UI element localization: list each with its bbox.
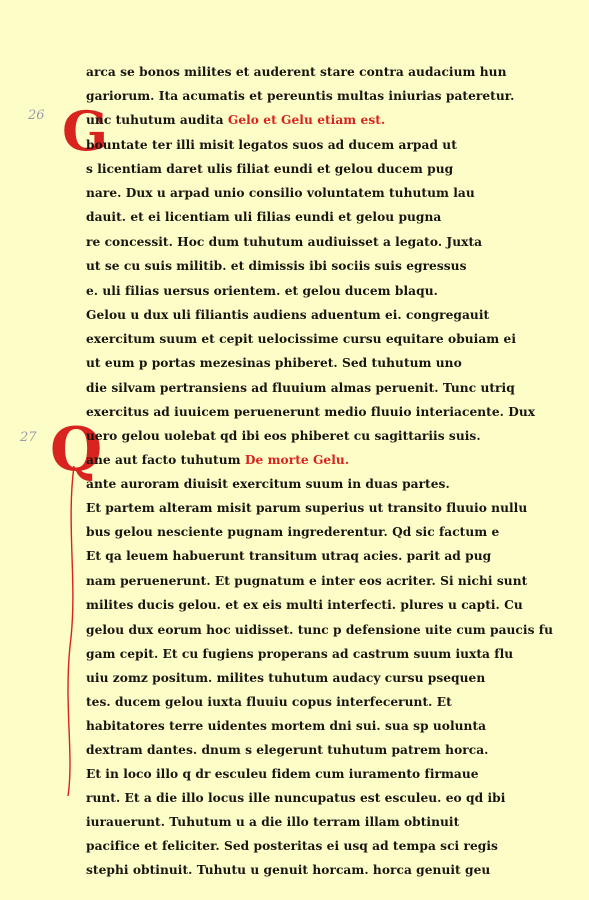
line-text: Gelou u dux uli filiantis audiens aduentum ei. congregauit	[86, 308, 490, 322]
line-text: Et in loco illo q dr esculeu fidem cum iuramento firmaue	[86, 767, 479, 781]
manuscript-line	[86, 88, 566, 104]
manuscript-line	[86, 161, 566, 177]
line-text: bountate ter illi misit legatos suos ad ducem arpad ut	[86, 138, 457, 152]
line-text: s licentiam daret ulis filiat eundi et gelou ducem pug	[86, 162, 454, 176]
line-text: milites ducis gelou. et ex eis multi interfecti. plures u capti. Cu	[86, 598, 523, 612]
manuscript-line	[86, 718, 566, 734]
initial-g: G	[62, 99, 109, 163]
margin-number-27: 27	[20, 430, 37, 445]
line-text: arca se bonos milites et auderent stare contra audacium hun	[86, 65, 507, 79]
line-text: Et qa leuem habuerunt transitum utraq acies. parit ad pug	[86, 549, 492, 563]
manuscript-line	[86, 814, 566, 830]
manuscript-line	[86, 838, 566, 854]
line-text: exercitus ad iuuicem peruenerunt medio fluuio interiacente. Dux	[86, 405, 536, 419]
line-text: nare. Dux u arpad unio consilio voluntatem tuhutum lau	[86, 186, 475, 200]
line-text: pacifice et feliciter. Sed posteritas ei usq ad tempa sci regis	[86, 839, 498, 853]
line-text: unc tuhutum audita	[86, 113, 228, 127]
rubric-text: Gelo et Gelu etiam est.	[227, 113, 386, 127]
line-text: uiu zomz positum. milites tuhutum audacy cursu psequen	[86, 671, 486, 685]
manuscript-line	[86, 742, 566, 758]
manuscript-line	[86, 428, 566, 444]
manuscript-line	[86, 258, 566, 274]
rubric-text: De morte Gelu.	[244, 453, 350, 467]
manuscript-line	[86, 694, 566, 710]
line-text: re concessit. Hoc dum tuhutum audiuisset a legato. Juxta	[86, 235, 483, 249]
line-text: ut eum p portas mezesinas phiberet. Sed tuhutum uno	[86, 356, 462, 370]
manuscript-line	[86, 64, 566, 80]
manuscript-line	[86, 283, 566, 299]
line-text: tes. ducem gelou iuxta fluuiu copus interfecerunt. Et	[86, 695, 452, 709]
manuscript-line	[86, 862, 566, 878]
line-text: dextram dantes. dnum s elegerunt tuhutum patrem horca.	[86, 743, 489, 757]
manuscript-line	[86, 766, 566, 782]
margin-number-26: 26	[28, 108, 45, 123]
manuscript-line	[86, 112, 566, 128]
manuscript-line	[86, 185, 566, 201]
manuscript-line	[86, 209, 566, 225]
line-text: dauit. et ei licentiam uli filias eundi et gelou pugna	[86, 210, 442, 224]
manuscript-line	[86, 331, 566, 347]
manuscript-line	[86, 307, 566, 323]
line-text: uero gelou uolebat qd ibi eos phiberet cu sagittariis suis.	[86, 429, 481, 443]
manuscript-line	[86, 500, 566, 516]
line-text: gariorum. Ita acumatis et pereuntis multas iniurias pateretur.	[86, 89, 515, 103]
line-text: ane aut facto tuhutum	[86, 453, 245, 467]
manuscript-line	[86, 234, 566, 250]
line-text: gelou dux eorum hoc uidisset. tunc p defensione uite cum paucis fu	[86, 623, 553, 637]
manuscript-line	[86, 790, 566, 806]
manuscript-line	[86, 573, 566, 589]
manuscript-line	[86, 646, 566, 662]
line-text: die silvam pertransiens ad fluuium almas peruenit. Tunc utriq	[86, 381, 515, 395]
line-text: iurauerunt. Tuhutum u a die illo terram illam obtinuit	[86, 815, 460, 829]
manuscript-line	[86, 524, 566, 540]
line-text: runt. Et a die illo locus ille nuncupatus est esculeu. eo qd ibi	[86, 791, 506, 805]
manuscript-line	[86, 452, 566, 468]
line-text: nam peruenerunt. Et pugnatum e inter eos acriter. Si nichi sunt	[86, 574, 528, 588]
line-text: stephi obtinuit. Tuhutu u genuit horcam. horca genuit geu	[86, 863, 491, 877]
line-text: exercitum suum et cepit uelocissime cursu equitare obuiam ei	[86, 332, 517, 346]
manuscript-line	[86, 476, 566, 492]
line-text: habitatores terre uidentes mortem dni sui. sua sp uolunta	[86, 719, 487, 733]
initial-flourish	[60, 466, 82, 796]
line-text: bus gelou nesciente pugnam ingrederentur. Qd sic factum e	[86, 525, 500, 539]
line-text: Et partem alteram misit parum superius ut transito fluuio nullu	[86, 501, 528, 515]
manuscript-line	[86, 380, 566, 396]
line-text: gam cepit. Et cu fugiens properans ad castrum suum iuxta flu	[86, 647, 514, 661]
manuscript-line	[86, 137, 566, 153]
manuscript-line	[86, 548, 566, 564]
line-text: e. uli filias uersus orientem. et gelou ducem blaqu.	[86, 284, 438, 298]
initial-q: Q	[50, 415, 103, 485]
manuscript-line	[86, 355, 566, 371]
manuscript-line	[86, 404, 566, 420]
line-text: ante auroram diuisit exercitum suum in duas partes.	[86, 477, 450, 491]
manuscript-line	[86, 597, 566, 613]
manuscript-line	[86, 622, 566, 638]
line-text: ut se cu suis militib. et dimissis ibi sociis suis egressus	[86, 259, 467, 273]
manuscript-line	[86, 670, 566, 686]
